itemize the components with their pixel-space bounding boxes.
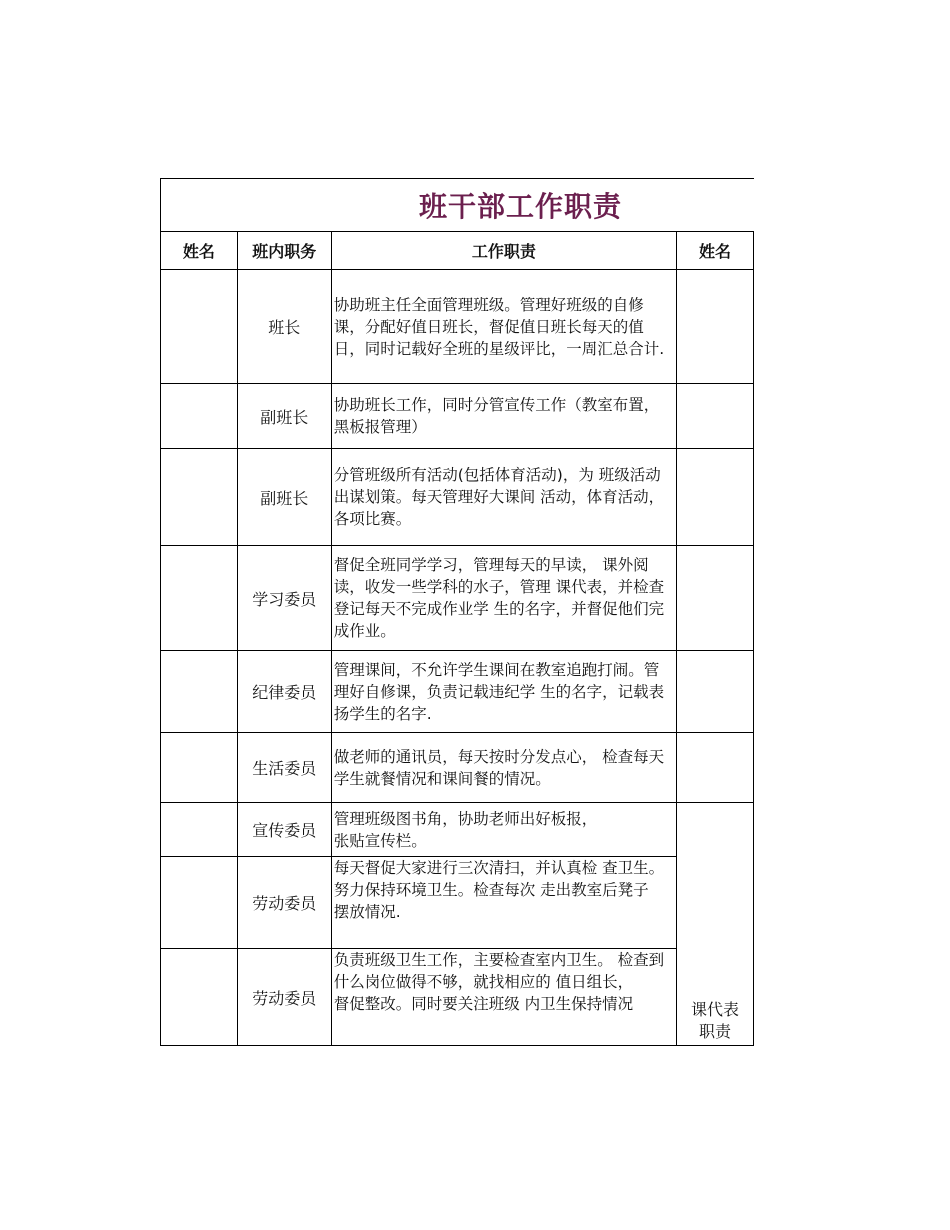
name-cell[interactable]	[161, 733, 238, 803]
name-cell[interactable]	[161, 546, 238, 651]
duty-cell: 管理班级图书角，协助老师出好板报， 张贴宣传栏。	[331, 803, 676, 857]
role-cell: 班长	[237, 270, 331, 384]
header-duty: 工作职责	[331, 232, 676, 270]
duty-table	[160, 231, 754, 1046]
name-cell[interactable]	[161, 949, 238, 1046]
role-cell: 劳动委员	[237, 857, 331, 949]
name-cell[interactable]	[161, 651, 238, 733]
name-cell[interactable]	[161, 857, 238, 949]
header-name-right: 姓名	[677, 232, 754, 270]
right-name-cell[interactable]	[677, 270, 754, 384]
name-cell[interactable]	[161, 803, 238, 857]
header-name: 姓名	[161, 232, 238, 270]
header-row	[161, 232, 754, 270]
role-cell: 宣传委员	[237, 803, 331, 857]
role-cell: 纪律委员	[237, 651, 331, 733]
role-cell: 副班长	[237, 449, 331, 546]
course-rep-label-line2: 职责	[699, 1022, 732, 1041]
duty-cell: 负责班级卫生工作，主要检查室内卫生。 检查到什么岗位做得不够，就找相应的 值日组长， 督促整改。同时要关注班级 内卫生保持情况	[331, 949, 676, 1046]
duty-cell: 分管班级所有活动(包括体育活动)，为 班级活动出谋划策。每天管理好大课间 活动，体育活动，各项比赛。	[331, 449, 676, 546]
table-row	[161, 449, 754, 546]
table-row	[161, 651, 754, 733]
table-row	[161, 857, 754, 949]
duty-cell: 每天督促大家进行三次清扫，并认真检 查卫生。努力保持环境卫生。检查每次 走出教室后凳子 摆放情况.	[331, 857, 676, 949]
duty-cell: 管理课间，不允许学生课间在教室追跑打闹。管理好自修课，负责记载违纪学 生的名字，记载表扬学生的名字.	[331, 651, 676, 733]
header-position: 班内职务	[237, 232, 331, 270]
course-rep-label-line1: 课代表	[691, 1000, 740, 1019]
name-cell[interactable]	[161, 449, 238, 546]
table-row	[161, 733, 754, 803]
table-row	[161, 270, 754, 384]
table-row	[161, 384, 754, 449]
spreadsheet-page	[160, 178, 754, 1046]
role-cell: 副班长	[237, 384, 331, 449]
role-cell: 生活委员	[237, 733, 331, 803]
duty-cell: 做老师的通讯员，每天按时分发点心， 检查每天学生就餐情况和课间餐的情况。	[331, 733, 676, 803]
duty-cell: 督促全班同学学习，管理每天的早读， 课外阅读，收发一些学科的水子，管理 课代表，并检查登记每天不完成作业学 生的名字，并督促他们完成作业。	[331, 546, 676, 651]
table-row	[161, 949, 754, 1046]
right-name-cell[interactable]	[677, 733, 754, 803]
table-row	[161, 546, 754, 651]
name-cell[interactable]	[161, 384, 238, 449]
right-name-cell[interactable]	[677, 384, 754, 449]
role-cell: 学习委员	[237, 546, 331, 651]
table-row	[161, 803, 754, 857]
duty-cell: 协助班主任全面管理班级。管理好班级的自修课，分配好值日班长，督促值日班长每天的值日，同时记载好全班的星级评比，一周汇总合计.	[331, 270, 676, 384]
duty-cell: 协助班长工作，同时分管宣传工作（教室布置，黑板报管理）	[331, 384, 676, 449]
course-rep-duty-cell	[677, 803, 754, 1046]
right-name-cell[interactable]	[677, 651, 754, 733]
right-name-cell[interactable]	[677, 546, 754, 651]
page-title: 班干部工作职责	[419, 190, 623, 223]
title-cell	[160, 178, 754, 232]
name-cell[interactable]	[161, 270, 238, 384]
right-name-cell[interactable]	[677, 449, 754, 546]
role-cell: 劳动委员	[237, 949, 331, 1046]
